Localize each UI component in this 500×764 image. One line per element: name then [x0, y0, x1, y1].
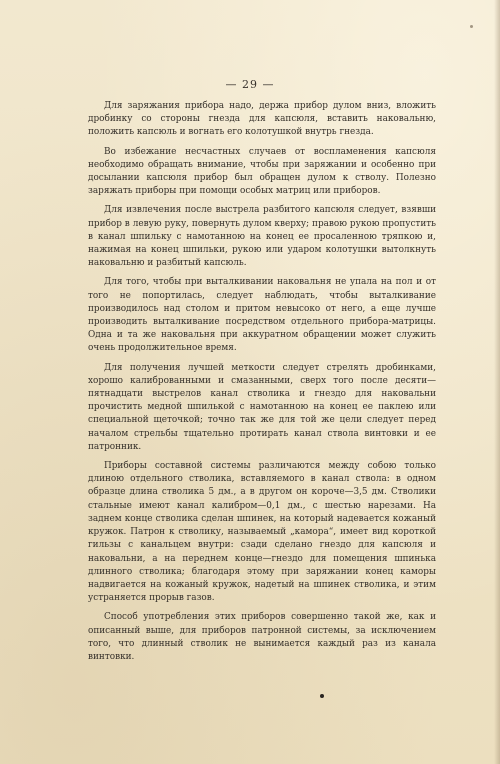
page-number: — 29 — [225, 78, 275, 91]
body-text [88, 100, 436, 670]
paragraph-accuracy: Для получения лучшей меткости следует стрелять дробинками, хорошо калиброванными и смазанными, сверх того после десяти—пятнадцати выстрелов канал стволика и гнездо для наковальни прочистить медной шпилькой с намотанною на конец ее паклею или специальной щеточкой; точно так же для той же цели следует перед началом стрельбы тщательно протирать канал ствола винтовки и ее патронник. [88, 362, 436, 452]
paragraph-anvil-care: Для того, чтобы при выталкивании наковальня не упала на пол и от того не попортилась, следует наблюдать, чтобы выталкивание производилось над столом и притом невысоко от него, а еще лучше производить выталкивание посредством отдельного прибора-матрицы. Одна и та же наковальня при аккуратном обращении может служить очень продолжительное время. [88, 277, 436, 354]
paragraph-usage: Способ употребления этих приборов совершенно такой же, как и описанный выше, для приборов патронной системы, за исключением того, что длинный стволик не вынимается каждый раз из канала винтовки. [88, 612, 436, 662]
paragraph-safety: Во избежание несчастных случаев от воспламенения капсюля необходимо обращать внимание, чтобы при заряжании и особенно при досылании капсюля прибор был обращен дулом к стволу. Полезно заряжать приборы при помощи особых матриц или приборов. [88, 146, 436, 197]
ink-dot [320, 694, 324, 698]
paper-speck [470, 25, 473, 28]
paragraph-composite-system: Приборы составной системы различаются между собою только длиною отдельного стволика, вставляемого в канал ствола: в одном образце длина стволика 5 дм., а в другом он короче—3,5 дм. Стволики стальные имеют канал калибром—0,1 дм., с шестью нарезами. На заднем конце стволика сделан шпинек, на который надевается кожаный кружок. Патрон к стволику, называемый „камора“, имеет вид короткой гильзы с канальцем внутри: сзади сделано гнездо для капсюля и наковальни, а на переднем конце—гнездо для помещения шпинька длинного стволика; благодаря этому при заряжании конец каморы надвигается на кожаный кружок, надетый на шпинек стволика, и этим устраняется прорыв газов. [88, 461, 436, 604]
page-edge-shadow [494, 0, 500, 764]
paragraph-loading: Для заряжания прибора надо, держа прибор дулом вниз, вложить дробинку со стороны гнезда для капсюля, вставить наковальню, положить капсюль и вогнать его колотушкой внутрь гнезда. [88, 101, 436, 138]
paragraph-extraction: Для извлечения после выстрела разбитого капсюля следует, взявши прибор в левую руку, повернуть дулом кверху; правою рукою пропустить в канал шпильку с намотанною на конец ее просаленною тряпкою и, нажимая на конец шпильки, рукою или ударом колотушки вытолкнуть наковальню и разбитый капсюль. [88, 205, 436, 269]
